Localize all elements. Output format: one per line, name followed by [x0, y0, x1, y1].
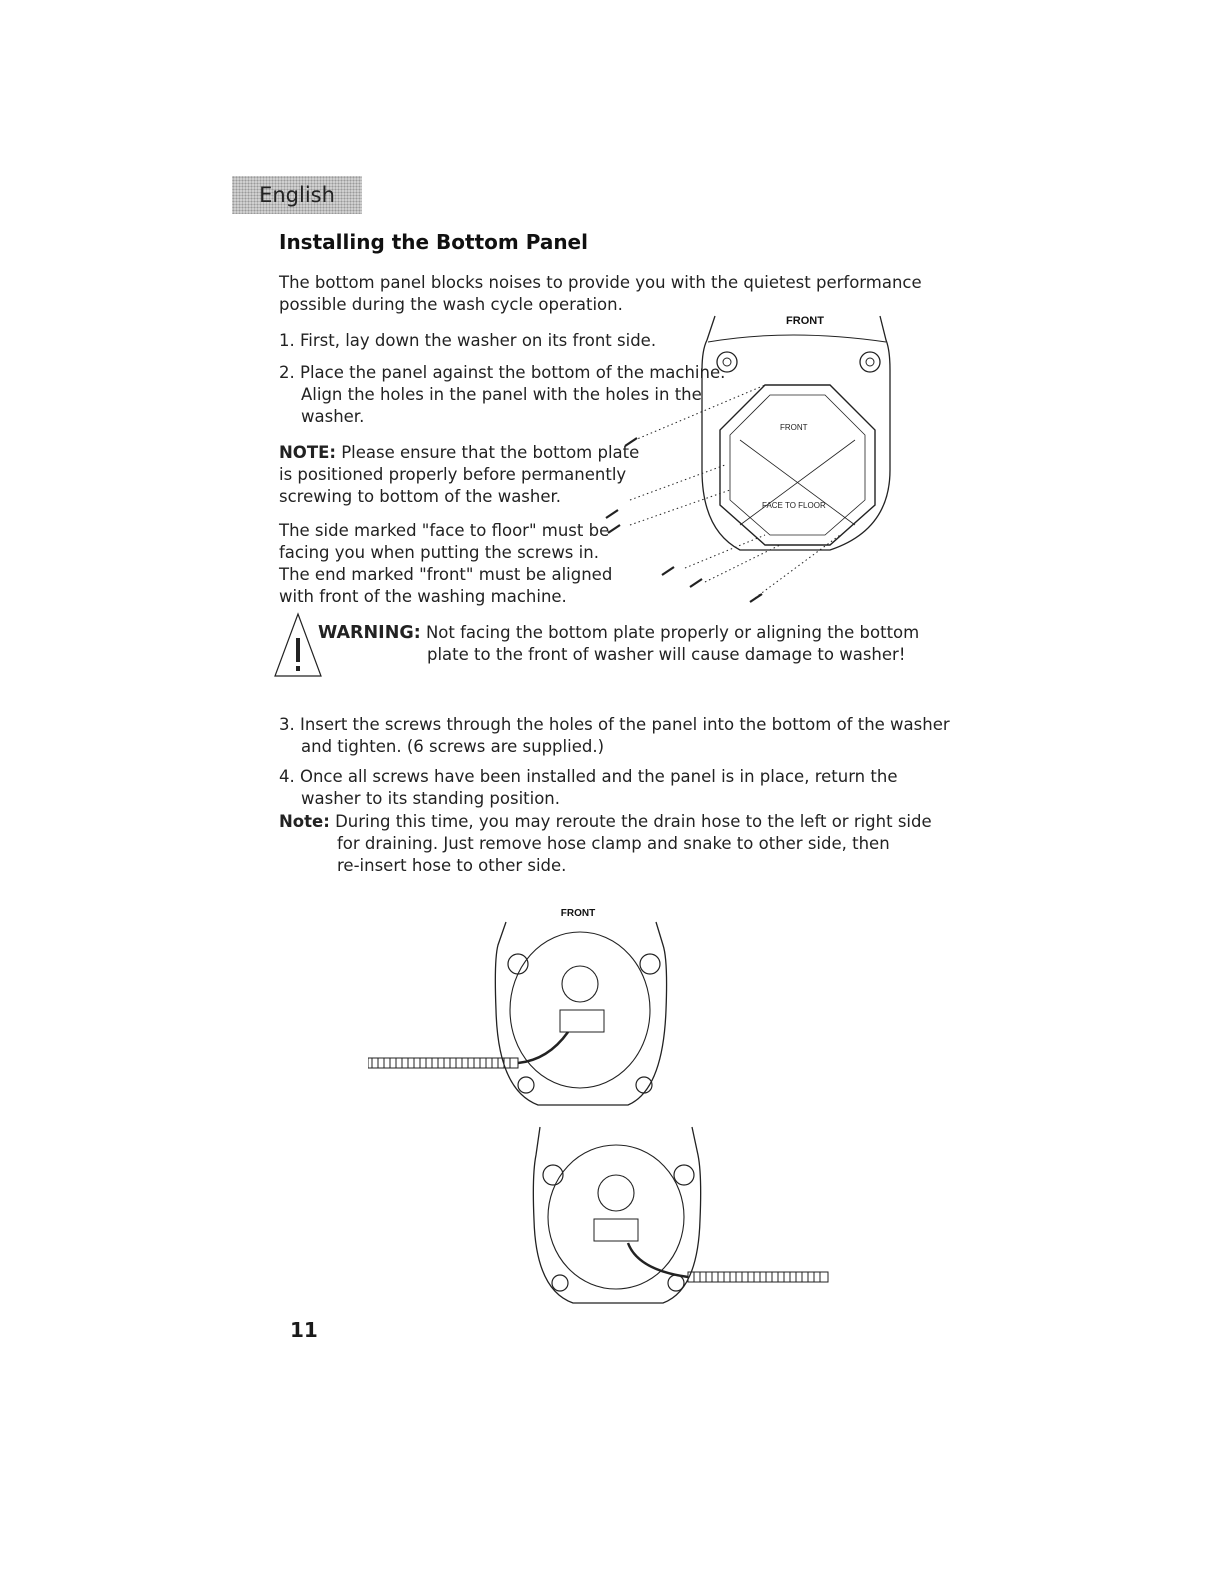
orientation-line: facing you when putting the screws in. [279, 543, 599, 562]
orientation-line: The side marked "face to floor" must be [279, 521, 610, 540]
page-number: 11 [290, 1318, 318, 1342]
step-4-line: 4. Once all screws have been installed and the panel is in place, return the [279, 767, 898, 786]
screw-icon [750, 594, 762, 602]
step-4-line: washer to its standing position. [301, 789, 561, 808]
intro-line: The bottom panel blocks noises to provide you with the quietest performance [279, 273, 922, 292]
diagram-front-label: FRONT [786, 315, 824, 327]
note-2-label: Note: [279, 812, 330, 831]
screw-icon [662, 567, 674, 575]
language-tab-label: English [259, 183, 335, 207]
screw-icon [606, 510, 618, 518]
note-1-text: Please ensure that the bottom plate [335, 443, 640, 462]
hose-right-diagram [528, 1125, 833, 1310]
diagram-2-front-label: FRONT [560, 908, 596, 919]
warning-icon [272, 610, 324, 680]
note-2-line: for draining. Just remove hose clamp and snake to other side, then [337, 834, 890, 853]
orientation-line: The end marked "front" must be aligned [279, 565, 613, 584]
step-1: 1. First, lay down the washer on its front side. [279, 331, 657, 350]
intro-line: possible during the wash cycle operation. [279, 295, 623, 314]
note-1 [279, 442, 639, 508]
warning-block [318, 622, 919, 666]
warning-line: plate to the front of washer will cause damage to washer! [427, 645, 906, 664]
step-2-line: washer. [301, 407, 365, 426]
note-2-text: During this time, you may reroute the drain hose to the left or right side [329, 812, 932, 831]
screw-icon [625, 438, 637, 446]
step-4 [279, 766, 897, 810]
orientation-line: with front of the washing machine. [279, 587, 567, 606]
warning-label: WARNING: [318, 623, 421, 643]
warning-text: Not facing the bottom plate properly or aligning the bottom [420, 623, 920, 642]
step-2-line: Align the holes in the panel with the holes in the [301, 385, 702, 404]
bottom-plate-diagram [590, 300, 930, 620]
step-3-line: 3. Insert the screws through the holes of the panel into the bottom of the washer [279, 715, 950, 734]
hose-left-diagram [368, 900, 678, 1115]
page-heading: Installing the Bottom Panel [279, 230, 588, 254]
hose-icon [628, 1243, 828, 1282]
note-2 [279, 811, 932, 877]
plate-face-label: FACE TO FLOOR [762, 501, 826, 510]
note-2-line: re-insert hose to other side. [337, 856, 567, 875]
orientation-paragraph [279, 520, 612, 608]
note-1-line: screwing to bottom of the washer. [279, 487, 562, 506]
step-3 [279, 714, 950, 758]
step-3-line: and tighten. (6 screws are supplied.) [301, 737, 605, 756]
note-1-line: is positioned properly before permanently [279, 465, 627, 484]
language-tab [232, 176, 362, 214]
hose-icon [368, 1032, 568, 1068]
plate-front-label: FRONT [780, 423, 808, 432]
screw-icon [608, 525, 620, 533]
note-1-label: NOTE: [279, 443, 336, 462]
step-2-line: 2. Place the panel against the bottom of the machine. [279, 363, 726, 382]
screw-icon [690, 579, 702, 587]
